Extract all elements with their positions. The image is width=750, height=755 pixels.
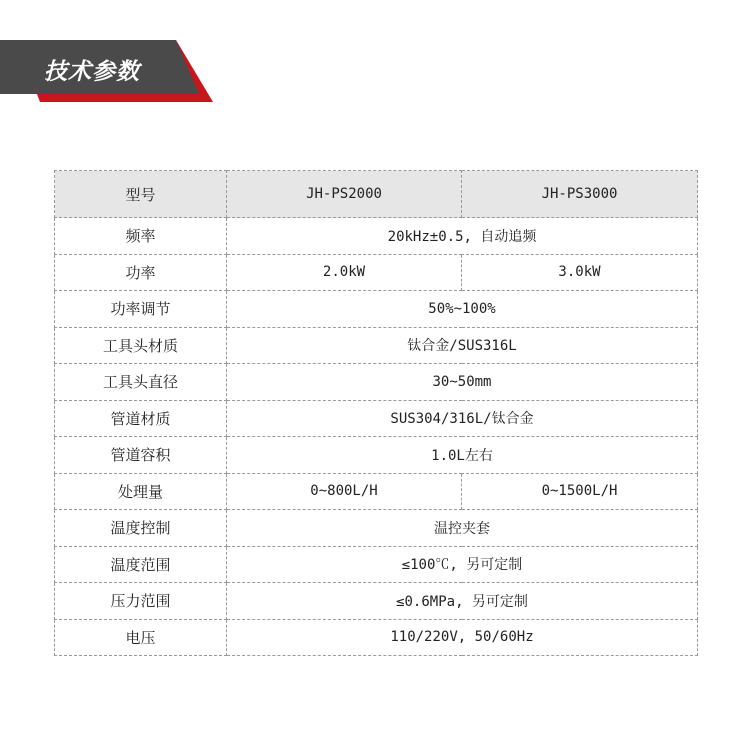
section-banner [0,40,215,102]
table-row [55,254,698,291]
row-value: ≤0.6MPa, 另可定制 [227,583,698,620]
table-header-row [55,171,698,218]
row-value: 钛合金/SUS316L [227,327,698,364]
row-value: SUS304/316L/钛合金 [227,400,698,437]
row-label: 处理量 [55,473,227,510]
table-row [55,327,698,364]
row-value-a: 0~800L/H [227,473,462,510]
row-label: 功率 [55,254,227,291]
row-label: 功率调节 [55,291,227,328]
row-label: 压力范围 [55,583,227,620]
row-label: 管道材质 [55,400,227,437]
row-value: 1.0L左右 [227,437,698,474]
row-label: 工具头材质 [55,327,227,364]
row-value: 温控夹套 [227,510,698,547]
row-value: 110/220V, 50/60Hz [227,619,698,656]
row-label: 温度范围 [55,546,227,583]
row-value-b: 0~1500L/H [462,473,698,510]
row-label: 工具头直径 [55,364,227,401]
row-label: 管道容积 [55,437,227,474]
table-row [55,364,698,401]
row-value-b: 3.0kW [462,254,698,291]
header-model-a: JH-PS2000 [227,171,462,218]
table-row [55,473,698,510]
table-row [55,546,698,583]
row-value-a: 2.0kW [227,254,462,291]
table-row [55,291,698,328]
table-row [55,510,698,547]
row-value: 20kHz±0.5, 自动追频 [227,218,698,255]
row-label: 频率 [55,218,227,255]
table-row [55,437,698,474]
row-value: ≤100℃, 另可定制 [227,546,698,583]
row-label: 温度控制 [55,510,227,547]
table-row [55,400,698,437]
spec-table [54,170,698,656]
section-title: 技术参数 [44,59,140,85]
table-row [55,583,698,620]
header-model-b: JH-PS3000 [462,171,698,218]
header-label: 型号 [55,171,227,218]
row-label: 电压 [55,619,227,656]
table-row [55,218,698,255]
row-value: 30~50mm [227,364,698,401]
table-row [55,619,698,656]
row-value: 50%~100% [227,291,698,328]
